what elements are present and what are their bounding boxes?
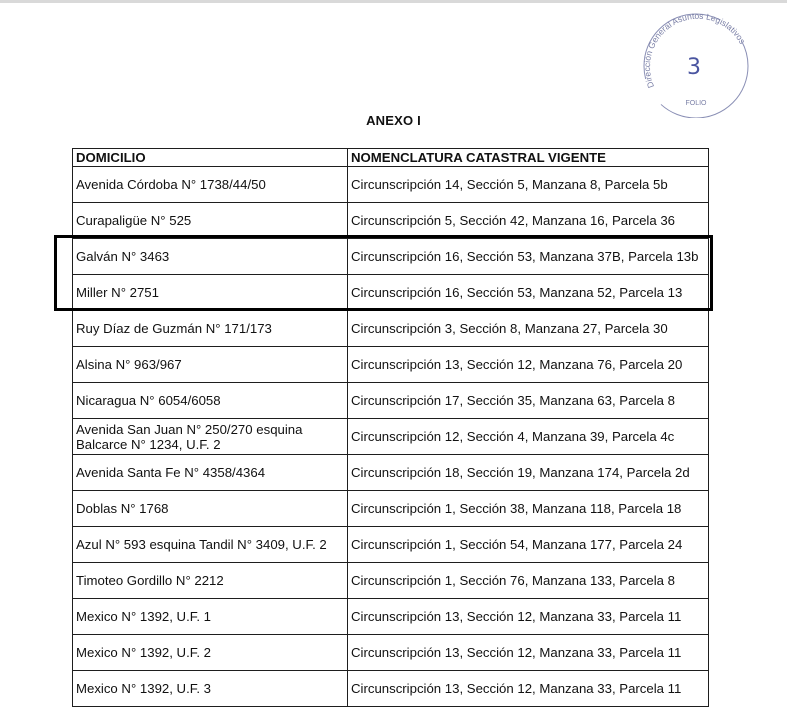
nomenclatura-cell: Circunscripción 14, Sección 5, Manzana 8, Parcela 5b <box>348 167 709 203</box>
domicilio-cell: Azul N° 593 esquina Tandil N° 3409, U.F. 2 <box>73 527 348 563</box>
domicilio-cell: Mexico N° 1392, U.F. 2 <box>73 635 348 671</box>
nomenclatura-cell: Circunscripción 1, Sección 38, Manzana 118, Parcela 18 <box>348 491 709 527</box>
table-row <box>73 383 709 419</box>
nomenclatura-cell: Circunscripción 13, Sección 12, Manzana 33, Parcela 11 <box>348 599 709 635</box>
nomenclatura-cell: Circunscripción 1, Sección 54, Manzana 177, Parcela 24 <box>348 527 709 563</box>
nomenclatura-cell: Circunscripción 5, Sección 42, Manzana 16, Parcela 36 <box>348 203 709 239</box>
table-row <box>73 203 709 239</box>
nomenclatura-cell: Circunscripción 18, Sección 19, Manzana 174, Parcela 2d <box>348 455 709 491</box>
table-row <box>73 635 709 671</box>
domicilio-cell: Avenida Santa Fe N° 4358/4364 <box>73 455 348 491</box>
table-row <box>73 419 709 455</box>
table-row <box>73 671 709 707</box>
domicilio-cell: Mexico N° 1392, U.F. 1 <box>73 599 348 635</box>
domicilio-cell: Curapaligüe N° 525 <box>73 203 348 239</box>
domicilio-cell: Doblas N° 1768 <box>73 491 348 527</box>
domicilio-cell: Miller N° 2751 <box>73 275 348 311</box>
stamp-org-text: Dirección General Asuntos Legislativos <box>641 10 748 90</box>
table-header-row <box>73 149 709 167</box>
nomenclatura-cell: Circunscripción 16, Sección 53, Manzana 52, Parcela 13 <box>348 275 709 311</box>
annex-table <box>72 148 709 707</box>
nomenclatura-cell: Circunscripción 12, Sección 4, Manzana 39, Parcela 4c <box>348 419 709 455</box>
domicilio-cell: Ruy Díaz de Guzmán N° 171/173 <box>73 311 348 347</box>
nomenclatura-cell: Circunscripción 13, Sección 12, Manzana 76, Parcela 20 <box>348 347 709 383</box>
domicilio-cell: Alsina N° 963/967 <box>73 347 348 383</box>
domicilio-cell: Nicaragua N° 6054/6058 <box>73 383 348 419</box>
table-row <box>73 563 709 599</box>
table-row <box>73 167 709 203</box>
domicilio-cell: Avenida Córdoba N° 1738/44/50 <box>73 167 348 203</box>
table-row <box>73 311 709 347</box>
page-top-edge <box>0 0 787 3</box>
domicilio-cell: Timoteo Gordillo N° 2212 <box>73 563 348 599</box>
highlight-box <box>54 235 713 311</box>
column-header-nomenclatura: NOMENCLATURA CATASTRAL VIGENTE <box>348 149 709 167</box>
nomenclatura-cell: Circunscripción 3, Sección 8, Manzana 27, Parcela 30 <box>348 311 709 347</box>
nomenclatura-cell: Circunscripción 17, Sección 35, Manzana 63, Parcela 8 <box>348 383 709 419</box>
domicilio-cell: Galván N° 3463 <box>73 239 348 275</box>
table-row <box>73 527 709 563</box>
table-row <box>73 491 709 527</box>
nomenclatura-cell: Circunscripción 13, Sección 12, Manzana 33, Parcela 11 <box>348 635 709 671</box>
domicilio-cell: Avenida San Juan N° 250/270 esquina Balcarce N° 1234, U.F. 2 <box>73 419 348 455</box>
domicilio-cell: Mexico N° 1392, U.F. 3 <box>73 671 348 707</box>
column-header-domicilio: DOMICILIO <box>73 149 348 167</box>
nomenclatura-cell: Circunscripción 16, Sección 53, Manzana 37B, Parcela 13b <box>348 239 709 275</box>
nomenclatura-cell: Circunscripción 13, Sección 12, Manzana 33, Parcela 11 <box>348 671 709 707</box>
folio-stamp <box>636 6 756 118</box>
table-row <box>73 347 709 383</box>
table-row <box>73 599 709 635</box>
annex-title: ANEXO I <box>366 113 421 128</box>
table-row <box>73 455 709 491</box>
folio-label: FOLIO <box>685 100 707 107</box>
nomenclatura-cell: Circunscripción 1, Sección 76, Manzana 133, Parcela 8 <box>348 563 709 599</box>
folio-number: 3 <box>687 55 701 80</box>
